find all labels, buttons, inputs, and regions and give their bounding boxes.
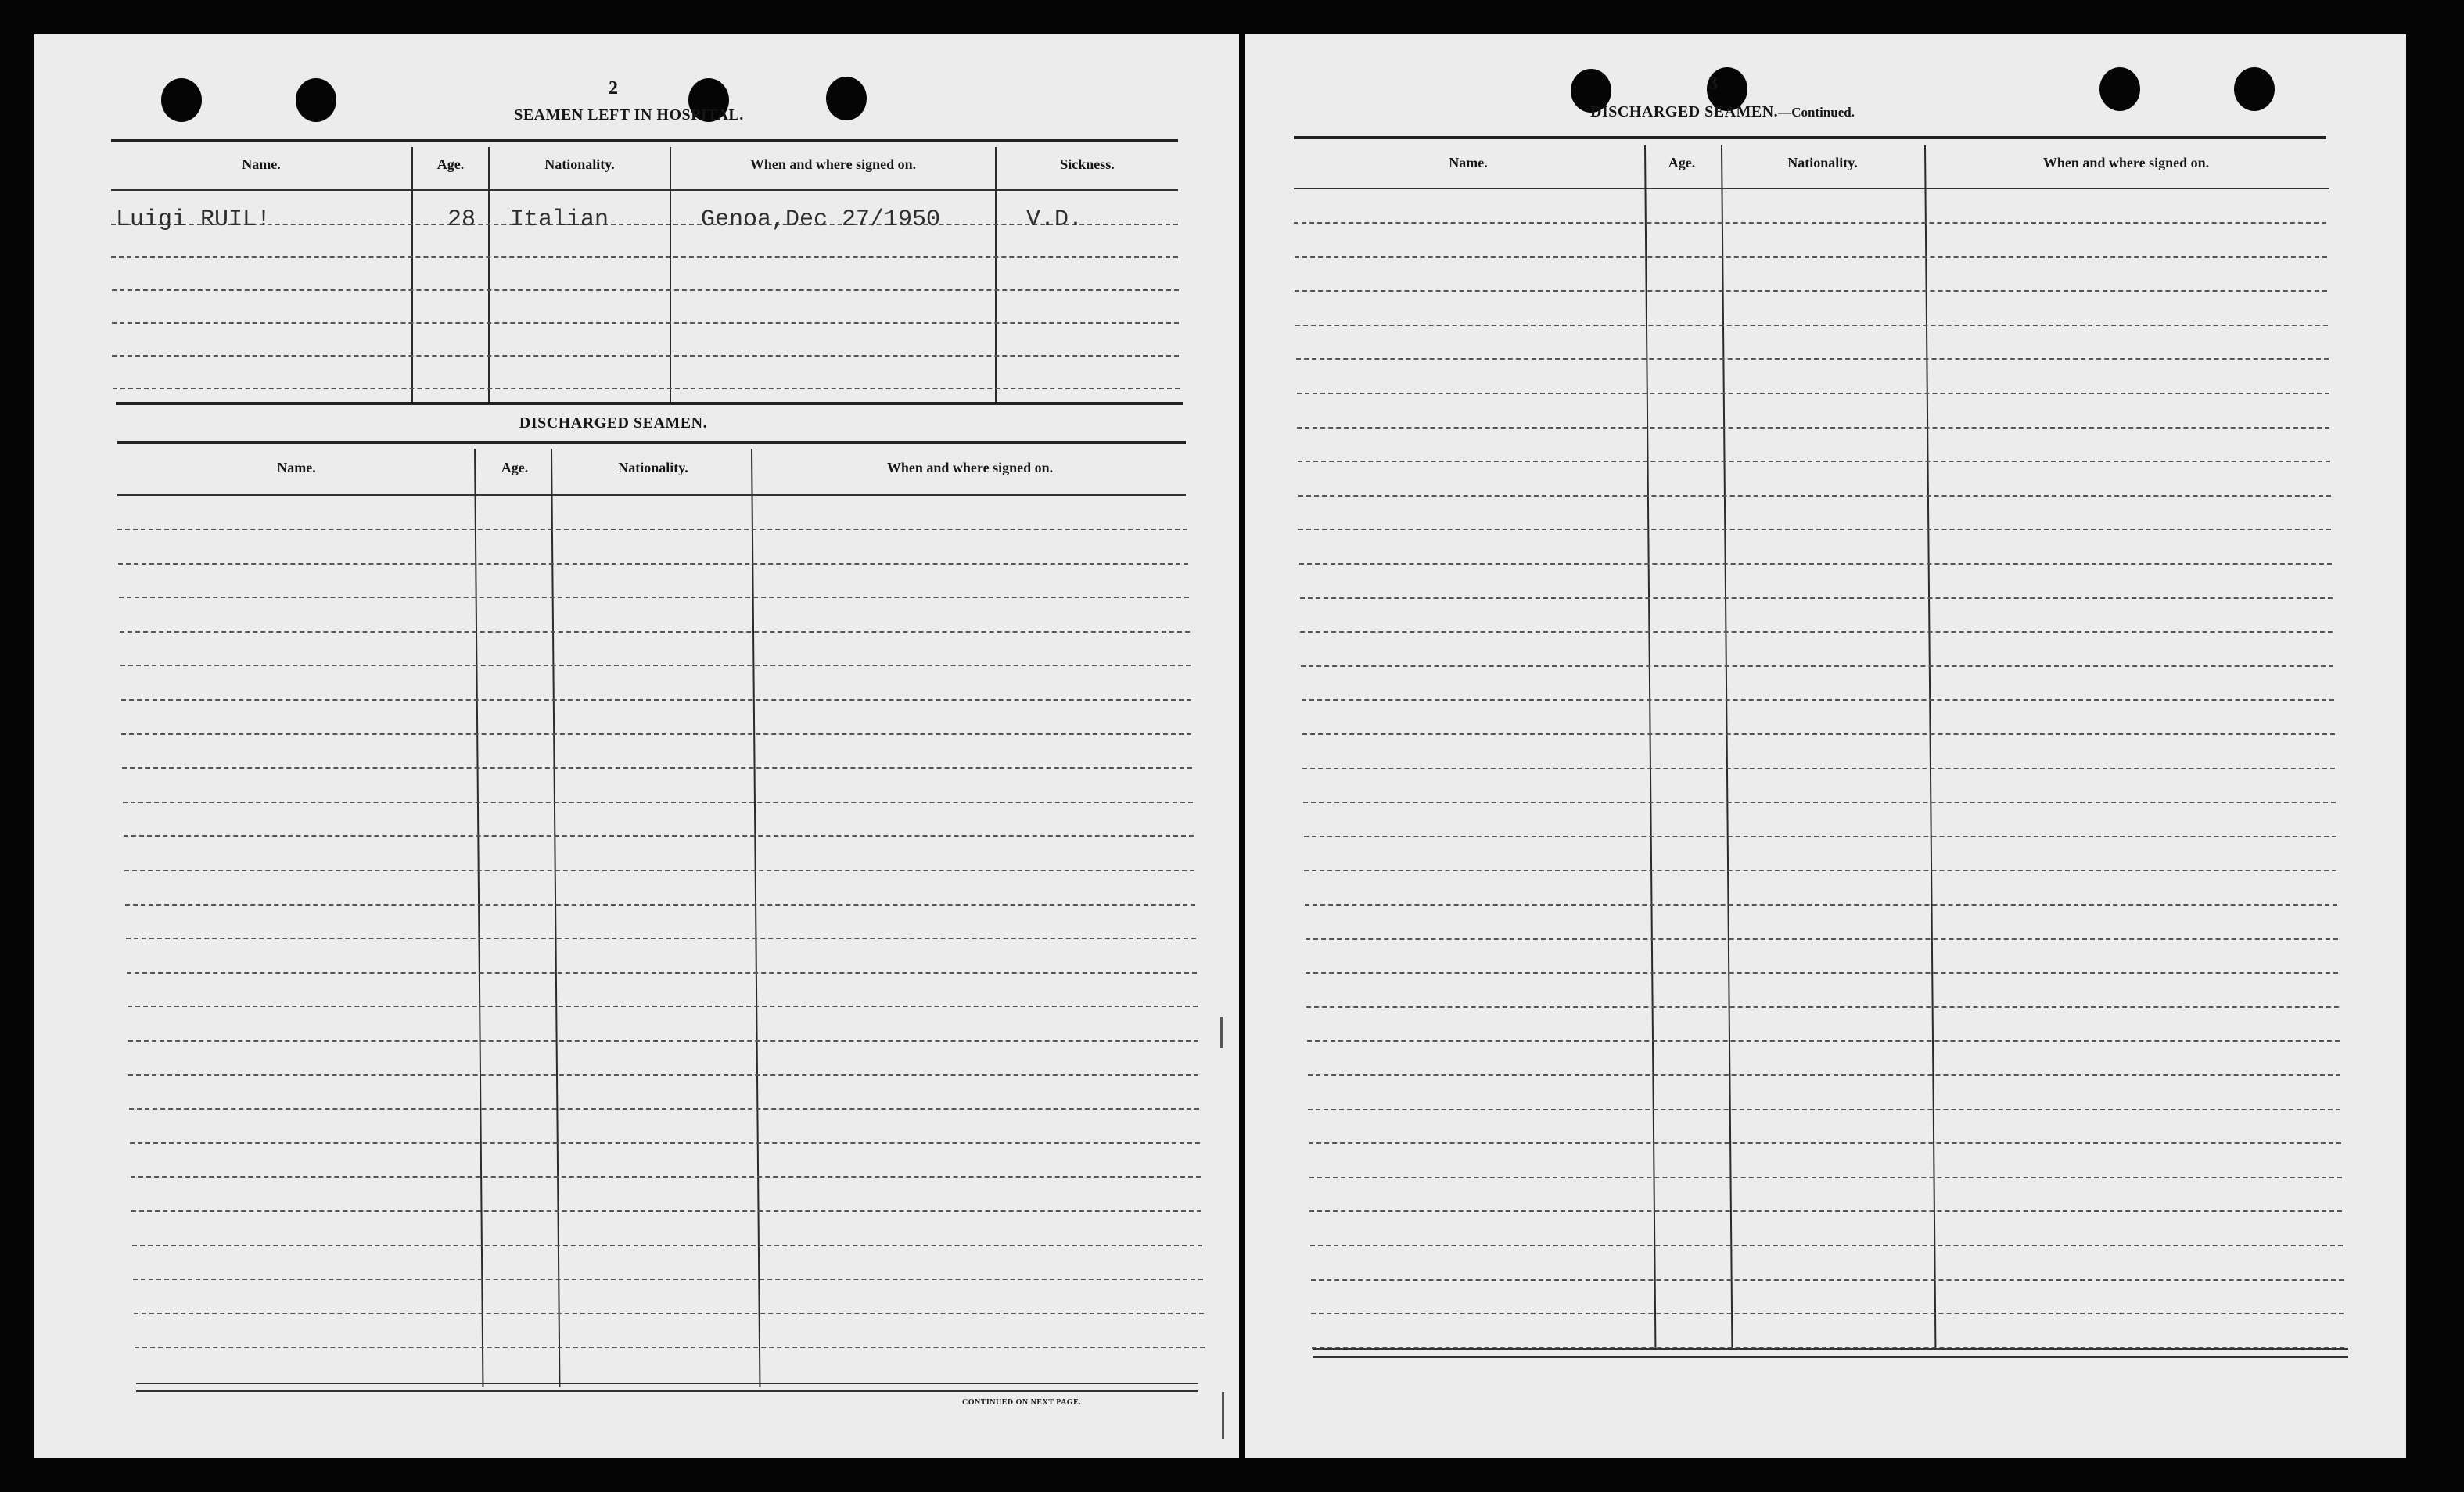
hospital-col-sickness: Sickness. <box>1060 156 1115 172</box>
right-header-rule <box>1294 188 2329 189</box>
seaman-name: Luigi RUIL! <box>116 206 271 233</box>
blank-entry-line <box>121 699 1191 701</box>
column-divider <box>551 449 560 1387</box>
blank-entry-line <box>1294 222 2326 224</box>
discharged-col-age: Age. <box>501 460 529 475</box>
blank-entry-line <box>113 388 1180 389</box>
blank-entry-line <box>1298 529 2331 530</box>
blank-entry-line <box>1298 495 2331 497</box>
right-col-signed-on: When and where signed on. <box>2042 155 2210 170</box>
blank-entry-line <box>1295 325 2328 326</box>
blank-entry-line <box>1311 1279 2344 1281</box>
column-divider <box>488 147 490 402</box>
blank-entry-line <box>118 563 1188 565</box>
punch-hole <box>161 78 202 122</box>
punch-hole <box>2234 67 2275 111</box>
hospital-top-rule <box>111 139 1178 142</box>
blank-entry-line <box>1307 1040 2340 1042</box>
blank-entry-line <box>1306 1006 2339 1008</box>
blank-entry-line <box>112 322 1179 324</box>
blank-entry-line <box>1308 1109 2340 1110</box>
blank-entry-line <box>124 835 1194 837</box>
seaman-nationality: Italian <box>510 206 609 233</box>
binding-mark <box>1222 1392 1224 1439</box>
blank-entry-line <box>121 733 1191 735</box>
punch-hole <box>2099 67 2140 111</box>
section-title-suffix: —Continued. <box>1778 105 1855 120</box>
blank-entry-line <box>1310 1245 2343 1246</box>
blank-entry-line <box>1308 1074 2340 1076</box>
column-divider <box>751 449 760 1387</box>
blank-entry-line <box>127 972 1197 974</box>
discharged-col-name: Name. <box>277 460 316 475</box>
page-number: 2 <box>609 78 618 99</box>
blank-entry-line <box>1303 802 2336 803</box>
blank-entry-line <box>1309 1210 2342 1212</box>
hospital-section-title: SEAMEN LEFT IN HOSPITAL. <box>514 106 744 124</box>
right-bottom-rule <box>1313 1348 2348 1350</box>
blank-entry-line <box>125 904 1195 906</box>
blank-entry-line <box>1298 461 2330 462</box>
blank-entry-line <box>126 938 1196 939</box>
hospital-col-signed-on: When and where signed on. <box>749 156 917 172</box>
right-bottom-rule <box>1313 1356 2348 1358</box>
blank-entry-line <box>131 1210 1201 1212</box>
right-page <box>1245 34 2406 1458</box>
blank-entry-line <box>1309 1142 2341 1144</box>
blank-entry-line <box>1304 870 2336 871</box>
blank-entry-line <box>1299 563 2332 565</box>
blank-entry-line <box>1306 972 2338 974</box>
column-divider <box>670 147 671 402</box>
blank-entry-line <box>111 224 1178 225</box>
column-divider <box>995 147 997 402</box>
blank-entry-line <box>1309 1177 2342 1178</box>
blank-entry-line <box>1311 1313 2344 1314</box>
discharged-header-rule <box>117 494 1186 496</box>
column-divider <box>474 449 483 1387</box>
hospital-col-nationality: Nationality. <box>544 156 615 172</box>
continued-note: CONTINUED ON NEXT PAGE. <box>962 1398 1082 1407</box>
column-divider <box>411 147 413 402</box>
blank-entry-line <box>1302 768 2335 769</box>
blank-entry-line <box>1301 665 2333 667</box>
blank-entry-line <box>112 289 1179 291</box>
section-title-main: DISCHARGED SEAMEN. <box>1590 103 1779 120</box>
blank-entry-line <box>111 256 1178 258</box>
blank-entry-line <box>124 870 1194 871</box>
blank-entry-line <box>122 767 1192 769</box>
discharged-section-title: DISCHARGED SEAMEN. <box>519 414 708 432</box>
blank-entry-line <box>135 1347 1205 1348</box>
blank-entry-line <box>123 802 1193 803</box>
blank-entry-line <box>133 1279 1203 1280</box>
blank-entry-line <box>119 597 1189 598</box>
blank-entry-line <box>1302 699 2334 701</box>
blank-entry-line <box>1306 938 2338 940</box>
blank-entry-line <box>120 631 1190 633</box>
blank-entry-line <box>1296 358 2329 360</box>
discharged-col-nationality: Nationality. <box>618 460 688 475</box>
discharged-continued-title <box>1480 103 1965 121</box>
blank-entry-line <box>1297 427 2329 429</box>
left-page <box>34 34 1239 1458</box>
seaman-age: 28 <box>447 206 476 233</box>
blank-entry-line <box>1302 733 2335 735</box>
right-top-rule <box>1294 136 2326 139</box>
hospital-col-name: Name. <box>242 156 281 172</box>
left-bottom-rule <box>136 1383 1198 1384</box>
blank-entry-line <box>1295 256 2327 258</box>
blank-entry-line <box>132 1245 1202 1246</box>
discharged-divider-rule <box>116 402 1183 405</box>
blank-entry-line <box>117 529 1187 530</box>
page-number: 3 <box>1708 74 1718 94</box>
right-col-nationality: Nationality. <box>1787 155 1858 170</box>
binding-mark <box>1220 1017 1223 1048</box>
blank-entry-line <box>130 1142 1200 1144</box>
blank-entry-line <box>1300 631 2333 633</box>
blank-entry-line <box>1295 290 2327 292</box>
discharged-top-rule <box>117 441 1186 444</box>
discharged-col-signed-on: When and where signed on. <box>886 460 1054 475</box>
blank-entry-line <box>128 1040 1198 1042</box>
blank-entry-line <box>112 355 1179 357</box>
blank-entry-line <box>131 1176 1201 1178</box>
seaman-signed-on: Genoa,Dec 27/1950 <box>701 206 941 233</box>
blank-entry-line <box>128 1074 1198 1076</box>
blank-entry-line <box>1304 836 2336 837</box>
blank-entry-line <box>120 665 1191 666</box>
left-bottom-rule <box>136 1390 1198 1392</box>
seaman-sickness: V.D. <box>1026 206 1083 233</box>
blank-entry-line <box>1305 904 2337 906</box>
right-col-name: Name. <box>1449 155 1488 170</box>
blank-entry-line <box>1300 597 2333 599</box>
hospital-col-age: Age. <box>436 156 465 172</box>
right-col-age: Age. <box>1668 155 1696 170</box>
blank-entry-line <box>129 1108 1199 1110</box>
blank-entry-line <box>134 1313 1204 1314</box>
punch-hole <box>296 78 336 122</box>
blank-entry-line <box>128 1006 1198 1007</box>
blank-entry-line <box>1297 393 2329 394</box>
hospital-header-rule <box>111 189 1178 191</box>
